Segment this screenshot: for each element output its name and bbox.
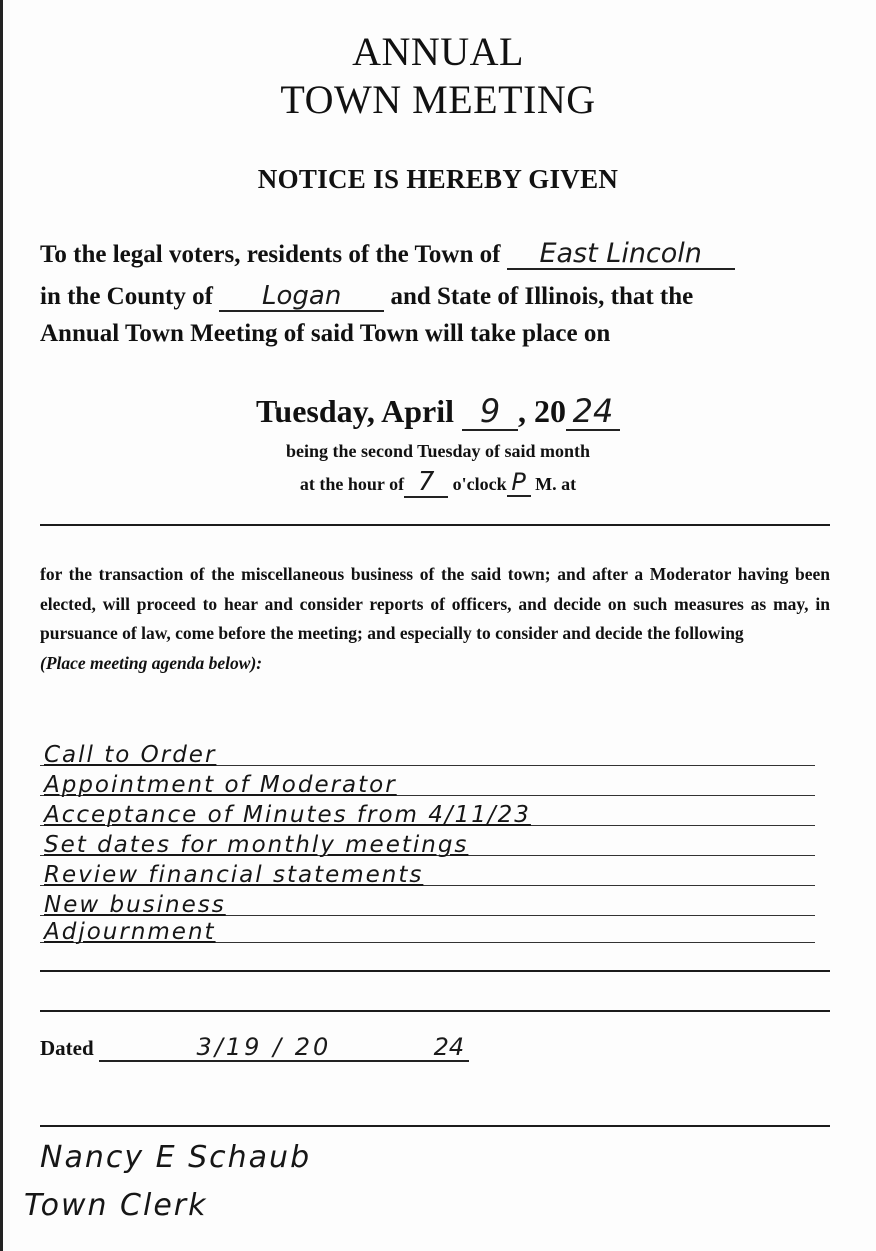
agenda-instruction: (Place meeting agenda below): <box>40 652 263 673</box>
title-line-2: TOWN MEETING <box>280 77 596 122</box>
agenda-item: Review financial statements <box>44 862 424 888</box>
agenda-item: Appointment of Moderator <box>44 772 397 798</box>
year-prefix: 20 <box>534 393 566 429</box>
meeting-date-line <box>0 393 876 431</box>
agenda-rule <box>40 970 830 972</box>
location-rule <box>40 524 830 526</box>
hour-field: 7 <box>404 469 448 498</box>
intro-line-3: Annual Town Meeting of said Town will take place on <box>40 320 611 347</box>
date-comma: , <box>518 393 526 429</box>
county-field: Logan <box>219 283 384 312</box>
title-line-1: ANNUAL <box>352 29 524 74</box>
agenda-line <box>40 795 815 826</box>
agenda-line <box>40 765 815 796</box>
intro-prefix: To the legal voters, residents of the Town of <box>40 241 501 268</box>
agenda-line <box>40 735 815 766</box>
clerk-signature-name: Nancy E Schaub <box>40 1140 312 1175</box>
agenda-item: Adjournment <box>44 919 216 945</box>
business-paragraph <box>40 560 830 678</box>
agenda-item: Set dates for monthly meetings <box>44 832 469 858</box>
ampm-field: P <box>507 470 531 497</box>
intro-line-1 <box>40 240 735 270</box>
dated-field: 3/19 / 20 <box>99 1035 429 1062</box>
agenda-rule <box>40 1010 830 1012</box>
agenda-item: New business <box>44 892 226 918</box>
county-prefix: in the County of <box>40 283 213 310</box>
hour-line <box>0 469 876 498</box>
m-at-text: M. at <box>535 474 577 494</box>
clerk-signature-title: Town Clerk <box>24 1188 208 1223</box>
weekday-month: Tuesday, April <box>255 393 454 429</box>
oclock-text: o'clock <box>452 474 507 494</box>
year-field: 24 <box>566 395 620 431</box>
dated-line <box>40 1035 469 1062</box>
agenda-item: Call to Order <box>44 742 217 768</box>
town-field: East Lincoln <box>507 240 735 270</box>
agenda-item: Acceptance of Minutes from 4/11/23 <box>44 802 531 828</box>
agenda-line <box>40 825 815 856</box>
notice-heading: NOTICE IS HEREBY GIVEN <box>257 164 619 194</box>
state-text: and State of Illinois, that the <box>390 283 694 310</box>
agenda-line <box>40 912 815 943</box>
agenda-line <box>40 855 815 886</box>
dated-year-field: 24 <box>429 1035 469 1062</box>
intro-line-2 <box>40 283 693 312</box>
day-field: 9 <box>462 395 518 431</box>
hour-prefix: at the hour of <box>299 474 405 494</box>
signature-rule <box>40 1125 830 1127</box>
dated-label: Dated <box>40 1036 94 1060</box>
business-text: for the transaction of the miscellaneous business of the said town; and after a Moderator having been elected, will proceed to hear and consider reports of officers, and decide on such measures as may, in pursuance of law, come before the meeting; and especially to consider and decide the following <box>40 564 830 643</box>
being-second-tuesday: being the second Tuesday of said month <box>285 441 591 461</box>
